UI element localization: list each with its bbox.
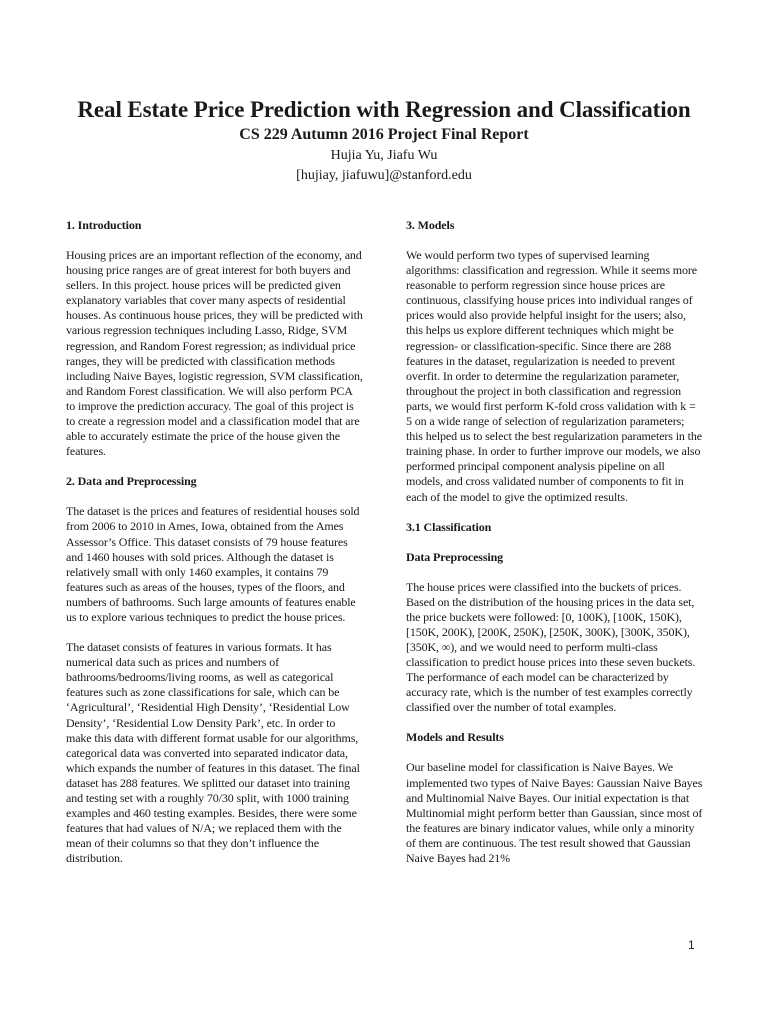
paper-title: Real Estate Price Prediction with Regression and Classification	[77, 97, 691, 122]
page-number: 1	[688, 938, 695, 952]
left-column	[66, 218, 363, 881]
author-emails: [hujiay, jiafuwu]@stanford.edu	[296, 168, 472, 183]
results-paragraph: Our baseline model for classification is Naive Bayes. We implemented two types of Naive Bayes: Gaussian Naive Bayes and Multinomial Naive Bayes. Our initial expectation is that Multinomial might perform better than Gaussian, since most of the features are binary indicator values, while only a minority of them are continuous. The test result showed that Gaussian Naive Bayes had 21%	[406, 760, 703, 865]
subsection-heading-classification: 3.1 Classification	[406, 519, 492, 534]
paper-subtitle: CS 229 Autumn 2016 Project Final Report	[239, 126, 529, 143]
section-heading-introduction: 1. Introduction	[66, 218, 142, 232]
data-paragraph-2: The dataset consists of features in various formats. It has numerical data such as prices and numbers of bathrooms/bedrooms/living rooms, as well as categorical features such as zone classifications for sale, which can be ‘Agricultural’, ‘Residential High Density’, ‘Residential Low Density’, ‘Residential Low Density Park’, etc. In order to make this data with different format usable for our algorithms, categorical data was converted into separated indicator data, which expands the number of features in this dataset. The final dataset has 288 features. We splitted our dataset into training and testing set with a roughly 70/30 split, with 1000 training examples and 460 testing examples. Besides, there were some features that had values of N/A; we replaced them with the mean of their columns so that they don’t influence the distribution.	[66, 640, 360, 866]
paper-header	[0, 96, 768, 186]
subheading-models-results: Models and Results	[406, 730, 504, 745]
section-heading-data: 2. Data and Preprocessing	[66, 474, 197, 489]
subheading-data-preprocessing: Data Preprocessing	[406, 549, 504, 564]
right-column	[406, 218, 704, 881]
preprocessing-paragraph: The house prices were classified into the buckets of prices. Based on the distribution of the housing prices in the data set, the price buckets were followed: [0, 100K), [100K, 150K), [150K, 200K), [200K, 250K), [250K, 300K), [300K, 350K), [350K, ∞), and we would need to perform multi-class classification to predict house prices into these seven buckets. The performance of each model can be characterized by accuracy rate, which is the number of test examples correctly classified over the number of total examples.	[406, 579, 696, 715]
models-paragraph: We would perform two types of supervised learning algorithms: classification and regression. While it seems more reasonable to perform regression since house prices are continuous, classifying house prices into individual ranges of prices would also provide helpful insight for the users; also, this helps us explore different techniques which might be regression- or classification-specific. Since there are 288 features in the dataset, regularization is needed to prevent overfit. In order to determine the regularization parameter, throughout the project in both classification and regression parts, we would first perform K-fold cross validation with k = 5 on a wide range of selection of regularization parameters; this helped us to select the best regularization parameters in the training phase. In order to further improve our models, we also performed principal component analysis pipeline on all models, and cross validated number of components to fit in each of the model to give the optimized results.	[406, 248, 702, 504]
data-paragraph-1: The dataset is the prices and features of residential houses sold from 2006 to 2010 in Ames, Iowa, obtained from the Ames Assessor’s Office. This dataset consists of 79 house features and 1460 houses with sold prices. Although the dataset is relatively small with only 1460 examples, it contains 79 features such as areas of the houses, types of the floors, and numbers of bathrooms. Such large amounts of features enable us to explore various techniques to predict the house prices.	[66, 504, 360, 624]
introduction-paragraph: Housing prices are an important reflection of the economy, and housing price ranges are of great interest for both buyers and sellers. In this project. house prices will be predicted given explanatory variables that cover many aspects of residential houses. As continuous house prices, they will be predicted with various regression techniques including Lasso, Ridge, SVM regression, and Random Forest regression; as individual price ranges, they will be predicted with classification methods including Naive Bayes, logistic regression, SVM classification, and Random Forest classification. We will also perform PCA to improve the prediction accuracy. The goal of this project is to create a regression model and a classification model that are able to accurately estimate the price of the house given the features.	[66, 248, 363, 459]
author-names: Hujia Yu, Jiafu Wu	[330, 148, 438, 163]
section-heading-models: 3. Models	[406, 218, 455, 232]
